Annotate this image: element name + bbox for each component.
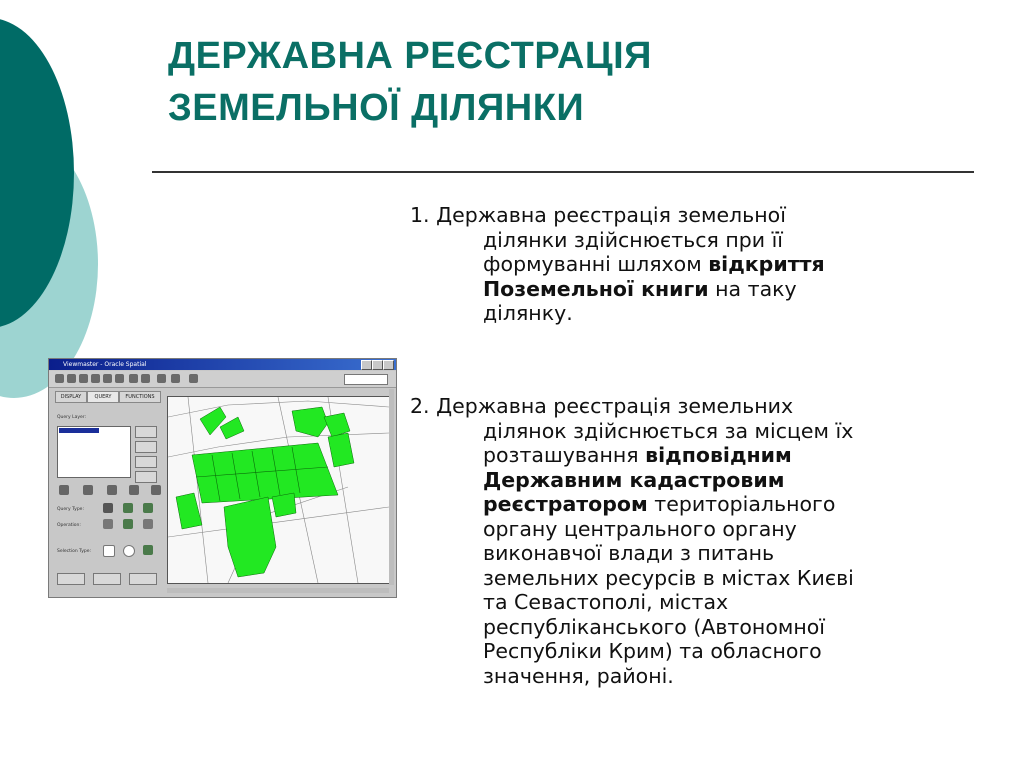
horizontal-scrollbar xyxy=(167,588,389,593)
screenshot-titlebar: Viewmaster - Oracle Spatial xyxy=(49,359,396,370)
p2-line: 2. Державна реєстрація земельних xyxy=(410,394,794,418)
p2-line xyxy=(410,492,980,517)
p2-line: ділянок здійснюється за місцем їх xyxy=(483,418,854,443)
p2-line: значення, районі. xyxy=(483,663,674,688)
title-line-2: ЗЕМЕЛЬНОЇ ДІЛЯНКИ xyxy=(168,87,585,129)
select-box-icon xyxy=(103,545,115,557)
p1-text: на таку xyxy=(708,276,797,301)
p2-text: розташування xyxy=(483,443,646,467)
scale-combo xyxy=(344,374,388,385)
pan-icon xyxy=(91,374,100,383)
layer-listbox xyxy=(57,426,131,478)
p2-text: територіального xyxy=(647,492,836,516)
tool-icon xyxy=(83,485,93,495)
print-icon xyxy=(171,374,180,383)
select-circle-icon xyxy=(123,545,135,557)
p2-line xyxy=(410,443,980,468)
select-icon xyxy=(129,374,138,383)
p2-bold-text: Державним кадастровим xyxy=(483,467,785,492)
zoom-in-icon xyxy=(67,374,76,383)
help-icon xyxy=(189,374,198,383)
p2-line: республіканського (Автономної xyxy=(483,614,825,639)
close-icon xyxy=(383,360,394,370)
layer-icon xyxy=(157,374,166,383)
p2-line: земельних ресурсів в містах Києві xyxy=(483,565,854,590)
p2-bold-text: реєстратором xyxy=(483,492,648,516)
vertical-scrollbar xyxy=(389,389,394,585)
layer-button xyxy=(135,441,157,453)
tool-icon xyxy=(59,485,69,495)
p2-line xyxy=(410,468,980,493)
label-query-layer: Query Layer: xyxy=(57,415,87,420)
paragraph-1 xyxy=(410,203,980,326)
shape-icon xyxy=(123,503,133,513)
op-icon xyxy=(103,519,113,529)
maximize-icon xyxy=(372,360,383,370)
title-divider xyxy=(152,171,974,173)
p1-bold-text: відкриття xyxy=(708,252,825,276)
p1-line xyxy=(410,277,980,302)
p1-bold-text: Поземельної книги xyxy=(483,276,709,301)
query-panel xyxy=(51,389,163,595)
remove-button xyxy=(135,471,157,483)
p2-line: органу центрального органу xyxy=(483,516,797,541)
add-button xyxy=(135,426,157,438)
p1-line: ділянку. xyxy=(483,301,573,325)
p2-line: Республіки Крим) та обласного xyxy=(483,639,822,663)
map-view xyxy=(167,396,390,584)
p2-bold-text: відповідним xyxy=(645,443,792,467)
slide-title xyxy=(168,30,968,134)
parcel-map-graphic xyxy=(168,397,389,583)
p1-line: ділянки здійснюється при її xyxy=(483,227,783,252)
grid-icon xyxy=(103,503,113,513)
refresh-icon xyxy=(115,374,124,383)
op-icon xyxy=(123,519,133,529)
gis-screenshot-image xyxy=(48,358,397,598)
select-poly-icon xyxy=(143,545,153,555)
tab-display: DISPLAY xyxy=(55,391,87,403)
label-operation: Operation: xyxy=(57,523,81,528)
tab-functions: FUNCTIONS xyxy=(119,391,161,403)
measure-icon xyxy=(141,374,150,383)
label-query-type: Query Type: xyxy=(57,507,84,512)
op-icon xyxy=(143,519,153,529)
globe-icon xyxy=(103,374,112,383)
apply-button xyxy=(57,573,85,585)
tool-icon xyxy=(107,485,117,495)
p2-line: виконавчої влади з питань xyxy=(483,541,775,565)
listbox-selection xyxy=(59,428,99,433)
p1-line: 1. Державна реєстрація земельної xyxy=(410,203,786,227)
p1-line xyxy=(410,252,980,277)
p1-text: формуванні шляхом xyxy=(483,252,709,276)
label-selection-type: Selection Type: xyxy=(57,549,92,554)
screenshot-toolbar xyxy=(49,371,396,388)
open-icon xyxy=(55,374,64,383)
minimize-icon xyxy=(361,360,372,370)
exit-button xyxy=(129,573,157,585)
zoom-out-icon xyxy=(79,374,88,383)
p2-line: та Севастополі, містах xyxy=(483,590,729,614)
save-icon xyxy=(151,485,161,495)
help-icon xyxy=(129,485,139,495)
filter-button xyxy=(135,456,157,468)
clear-button xyxy=(93,573,121,585)
title-line-1: ДЕРЖАВНА РЕЄСТРАЦІЯ xyxy=(168,35,652,77)
paragraph-2 xyxy=(410,394,980,688)
polygon-icon xyxy=(143,503,153,513)
tab-query: QUERY xyxy=(87,391,119,403)
